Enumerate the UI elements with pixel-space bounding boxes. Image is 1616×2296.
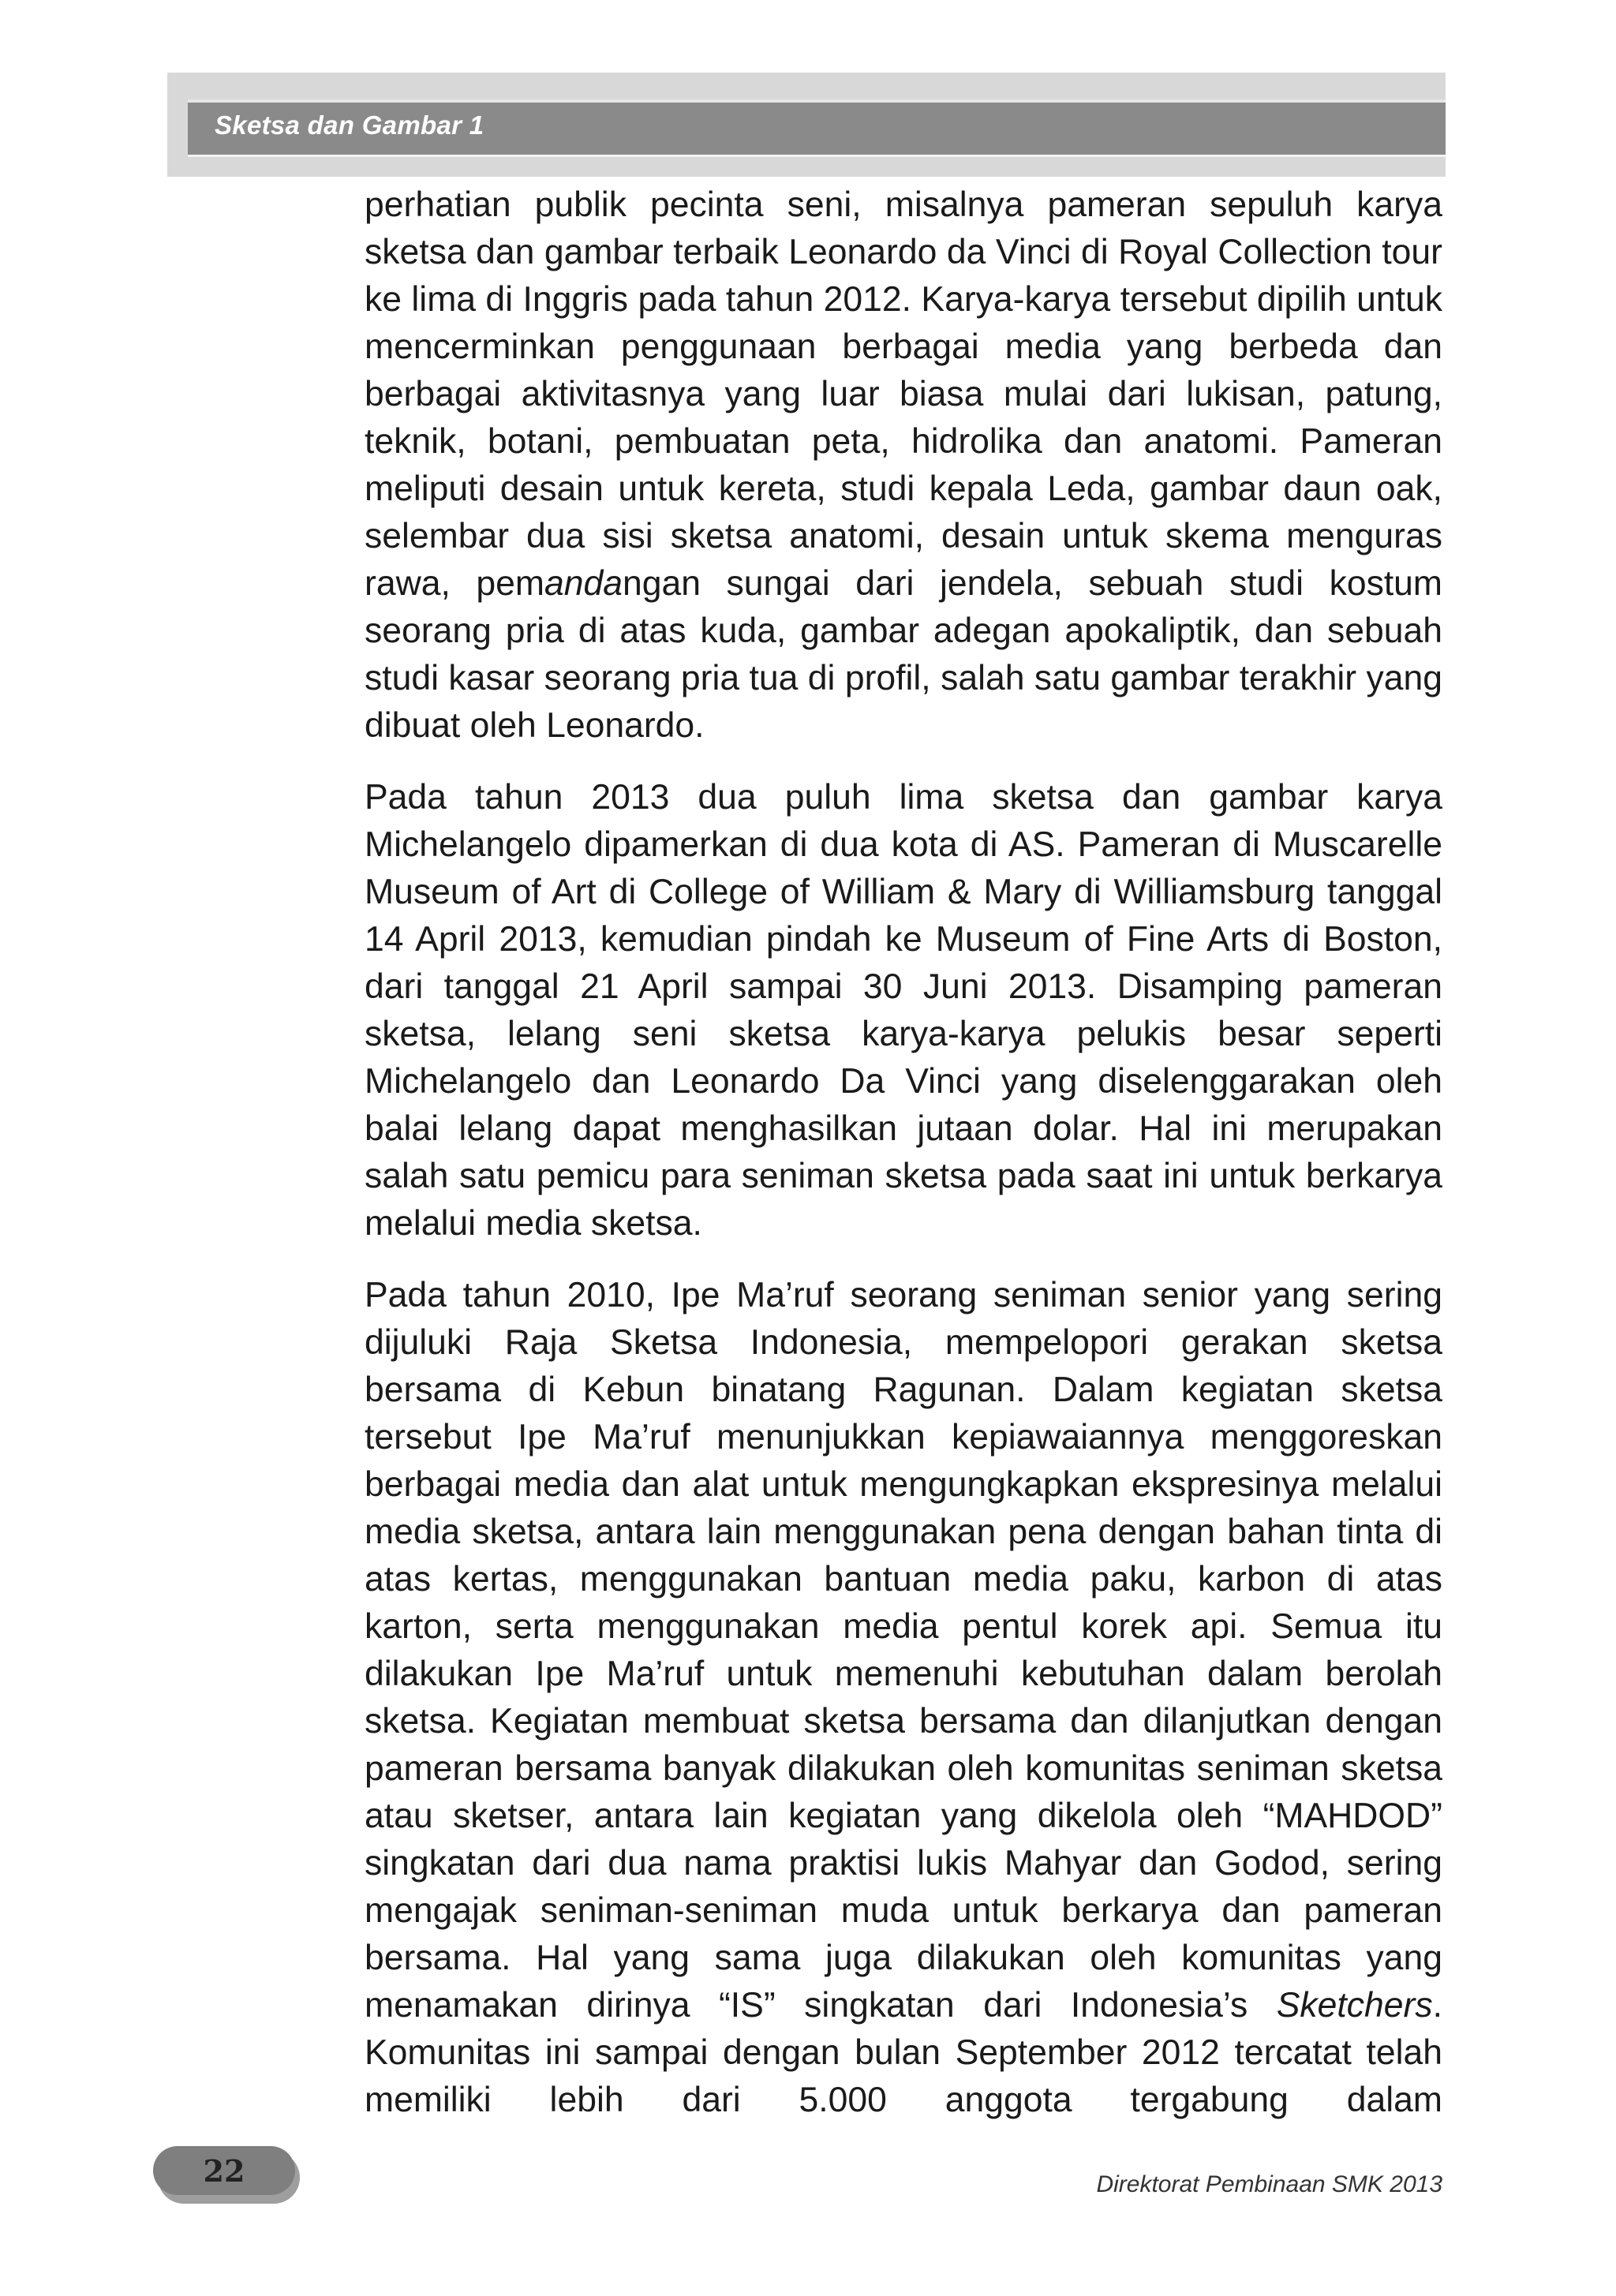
page-number: 22	[203, 2152, 245, 2189]
paragraph-text: Pada tahun 2010, Ipe Ma’ruf seorang seniman senior yang sering dijuluki Raja Sketsa Indonesia, mempelopori gerakan sketsa bersama di Kebun binatang Ragunan. Dalam kegiatan sketsa tersebut Ipe Ma’ruf menunjukkan kepiawaiannya menggoreskan berbagai media dan alat untuk mengungkapkan ekspresinya melalui media sketsa, antara lain menggunakan pena dengan bahan tinta di atas kertas, menggunakan bantuan media paku, karbon di atas karton, serta menggunakan media pentul korek api. Semua itu dilakukan Ipe Ma’ruf untuk memenuhi kebutuhan dalam berolah sketsa. Kegiatan membuat sketsa bersama dan dilanjutkan dengan pameran bersama banyak dilakukan oleh komunitas seniman sketsa atau sketser, antara lain kegiatan yang dikelola oleh “MAHDOD” singkatan dari dua nama praktisi lukis Mahyar dan Godod, sering mengajak seniman-seniman muda untuk berkarya dan pameran bersama. Hal yang sama juga dilakukan oleh komunitas yang menamakan dirinya “IS” singkatan dari Indonesia’s	[365, 1276, 1442, 2025]
paragraph-text: . Komunitas ini sampai dengan bulan September 2012 tercatat telah memiliki lebih dari 5.000 anggota tergabung dalam	[365, 1986, 1442, 2119]
header-divider	[188, 155, 1446, 157]
italic-text: Sketchers	[1276, 1986, 1433, 2025]
paragraph-michelangelo-exhibition: Pada tahun 2013 dua puluh lima sketsa dan gambar karya Michelangelo dipamerkan di dua kota di AS. Pameran di Muscarelle Museum of Art di College of William & Mary di Williamsburg tanggal 14 April 2013, kemudian pindah ke Museum of Fine Arts di Boston, dari tanggal 21 April sampai 30 Juni 2013. Disamping pameran sketsa, lelang seni sketsa karya-karya pelukis besar seperti Michelangelo dan Leonardo Da Vinci yang diselenggarakan oleh balai lelang dapat menghasilkan jutaan dolar. Hal ini merupakan salah satu pemicu para seniman sketsa pada saat ini untuk berkarya melalui media sketsa.	[365, 778, 1442, 1243]
running-header-title: Sketsa dan Gambar 1	[215, 110, 484, 140]
paragraph-text: ngan sungai dari jendela, sebuah studi kostum seorang pria di atas kuda, gambar adegan apokaliptik, dan sebuah studi kasar seorang pria tua di profil, salah satu gambar terakhir yang dibuat oleh Leonardo.	[365, 564, 1442, 745]
paragraph-ipe-maruf	[365, 1272, 1442, 2124]
footer-credit: Direktorat Pembinaan SMK 2013	[1096, 2171, 1442, 2197]
paragraph-leonardo-exhibition	[365, 181, 1442, 750]
page-body	[365, 181, 1442, 2148]
paragraph-text: perhatian publik pecinta seni, misalnya pameran sepuluh karya sketsa dan gambar terbaik Leonardo da Vinci di Royal Collection tour ke lima di Inggris pada tahun 2012. Karya-karya tersebut dipilih untuk mencerminkan penggunaan berbagai media yang berbeda dan berbagai aktivitasnya yang luar biasa mulai dari lukisan, patung, teknik, botani, pembuatan peta, hidrolika dan anatomi. Pameran meliputi desain untuk kereta, studi kepala Leda, gambar daun oak, selembar dua sisi sketsa anatomi, desain untuk skema menguras rawa, pem	[365, 185, 1442, 603]
italic-text: anda	[544, 564, 623, 603]
page-number-badge	[153, 2146, 295, 2195]
